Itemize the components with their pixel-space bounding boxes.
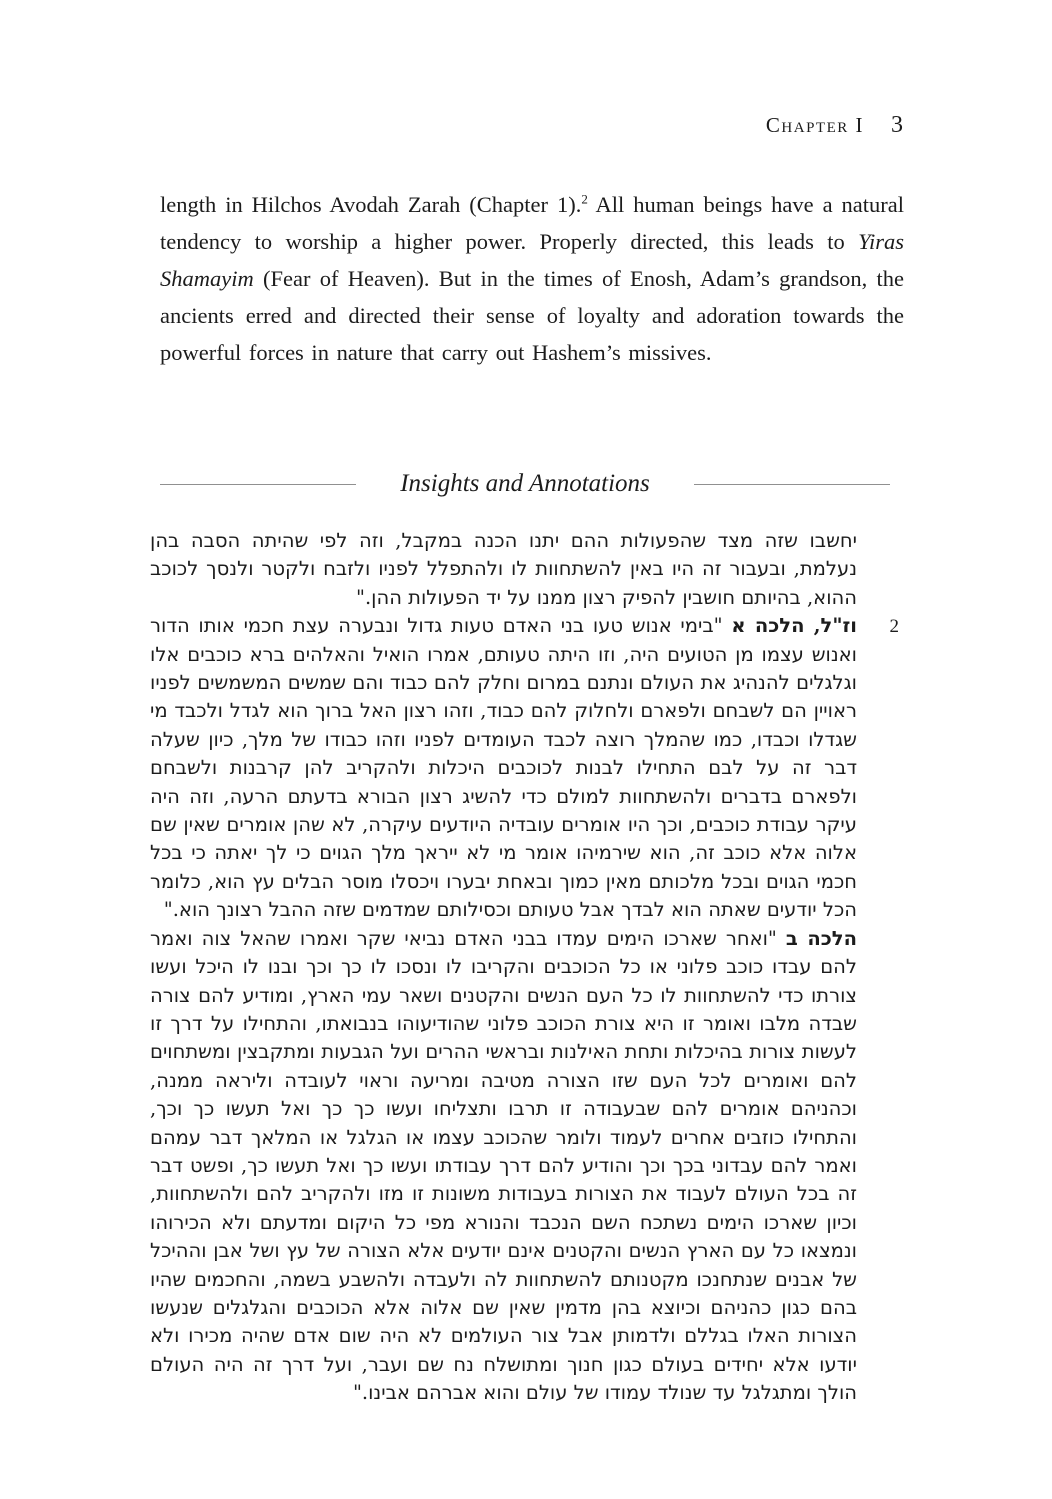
hebrew-text: יחשבו שזה מצד שהפעולות ההם יתנו הכנה במקבל, וזה לפי שהיתה הסבה בהן נעלמת, ובעבור זה היו באין להשתחוות לו ולהתפלל לפניו ולזבח ולקטר ולנסך לכוכב ההוא, בהיותם חושבין להפיק רצון ממנו על יד הפעולות ההן."	[150, 529, 857, 609]
halacha-label: וז"ל, הלכה א	[731, 614, 857, 638]
footnote-reference: 2	[581, 191, 588, 207]
section-divider	[160, 470, 890, 498]
text-segment: Yiras Shamayim	[160, 229, 904, 291]
hebrew-paragraph	[150, 925, 857, 1408]
text-segment: All human beings have a natural tendency to worship a higher power. Properly directed, this leads to	[160, 192, 904, 254]
annotations-title: Insights and Annotations	[400, 470, 650, 497]
annotations-section	[150, 527, 899, 1408]
page-number: 3	[891, 112, 903, 138]
text-segment: (Fear of Heaven). But in the times of Enosh, Adam’s grandson, the ancients erred and directed their sense of loyalty and adoration towards the powerful forces in nature that carry out Hashem’s missives.	[160, 266, 904, 365]
hebrew-text: "בימי אנוש טעו בני האדם טעות גדול ונבערה עצת חכמי אותו הדור ואנוש עצמו מן הטועים היה, וזו היתה טעותם, אמרו הואיל והאלהים ברא כוכבים אלו וגלגלים להנהיג את העולם ונתנם במרום וחלק להם כבוד והם שמשים המשמשים לפניו ראויין הם לשבחם ולפארם ולחלוק להם כבוד, וזהו רצון האל ברוך הוא לגדל ולכבד מי שגדלו וכבדו, כמו שהמלך רוצה לכבד העומדים לפניו וזהו כבודו של מלך, כיון שעלה דבר זה על לבם התחילו לבנות לכוכבים היכלות ולהקריב להן קרבנות ולשבחם ולפארם בדברים ולהשתחוות למולם כדי להשיג רצון הבורא בדעתם הרעה, וזה היה עיקר עבודת כוכבים, וכך היו אומרים עובדיה היודעים עיקרה, לא שהן אומרים שאין שם אלוה אלא כוכב זה, הוא שירמיהו אומר מי לא ייראך מלך הגוים כי לך יאתה כי בכל חכמי הגוים ובכל מלכותם מאין כמוך ובאחת יבערו ויכסלו מוסר הבלים עץ הוא, כלומר הכל יודעים שאתה הוא לבדך אבל טעותם וכסילותם שמדמים שזה ההבל רצונך הוא."	[150, 614, 857, 922]
hebrew-paragraph	[150, 527, 857, 612]
halacha-label: הלכה ב	[785, 926, 858, 950]
hebrew-paragraph	[150, 612, 899, 924]
page-header	[766, 112, 903, 139]
hebrew-text: "ואחר שארכו הימים עמדו בבני האדם נביאי שקר ואמרו שהאל צוה ואמר להם עבדו כוכב פלוני או כל הכוכבים והקריבו לו ונסכו לו כך וכך ובנו לו היכל ועשו צורתו כדי להשתחוות לו כל העם הנשים והקטנים ושאר עמי הארץ, ומודיע להם צורה שבדה מלבו ואומר זו היא צורת הכוכב פלוני שהודיעוהו בנבואתו, והתחילו על דרך זו לעשות צורות בהיכלות ותחת האילנות ובראשי ההרים ועל הגבעות ומתקבצין ומשתחוים להם ואומרים לכל העם שזו הצורה מטיבה ומריעה וראוי לעובדה וליראה ממנה, וכהניהם אומרים להם שבעבודה זו תרבו ותצליחו ועשו כך כך ואל תעשו כך וכך, והתחילו כוזבים אחרים לעמוד ולומר שהכוכב עצמו או הגלגל או המלאך דבר עמהם ואמר להם עבדוני בכך וכך והודיע להם דרך עבודתו ועשו כך ואל תעשו כך, ופשט דבר זה בכל העולם לעבוד את הצורות בעבודות משונות זו מזו ולהקריב להם ולהשתחוות, וכיון שארכו הימים נשתכח השם הנכבד והנורא מפי כל היקום ומדעתם ולא הכירוהו ונמצאו כל עם הארץ הנשים והקטנים אינם יודעים אלא הצורה של עץ ושל אבן וההיכל של אבנים שנתחנכו מקטנותם להשתחוות לה ולעבדה ולהשבע בשמה, והחכמים שהיו בהם כגון כהניהם וכיוצא בהן מדמין שאין שם אלוה אלא הכוכבים והגלגלים שנעשו הצורות האלו בגללם ולדמותן אבל צור העולמים לא היה שום אדם שהיה מכירו ולא יודעו אלא יחידים בעולם כגון חנוך ומתושלח נח שם ועבר, ועל דרך זה היה העולם הולך ומתגלגל עד שנולד עמודו של עולם והוא אברהם אבינו."	[150, 926, 857, 1405]
main-text-section	[160, 186, 904, 371]
text-segment: length in Hilchos Avodah Zarah (Chapter 1).	[160, 192, 582, 217]
annotation-number: 2	[889, 616, 899, 638]
chapter-label: Chapter I	[765, 113, 864, 137]
divider-rule-left	[160, 484, 356, 485]
main-paragraph	[160, 186, 904, 371]
divider-rule-right	[694, 484, 890, 485]
